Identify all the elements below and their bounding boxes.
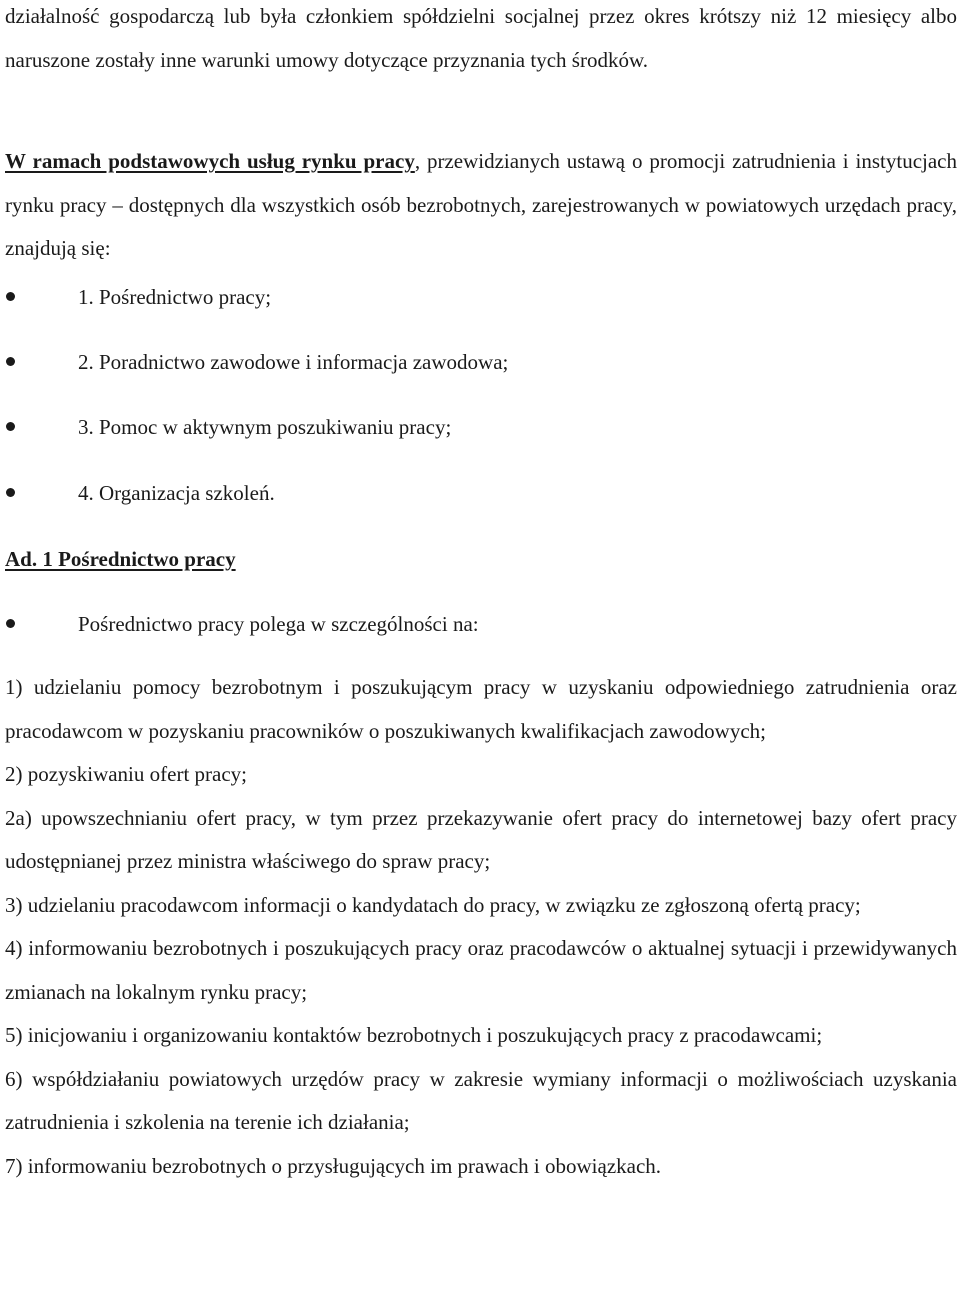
bullet-icon bbox=[6, 422, 15, 431]
list-item: 2a) upowszechnianiu ofert pracy, w tym przez przekazywanie ofert pracy do internetowej bazy ofert pracy udostępnianej przez ministra właściwego do spraw pracy; bbox=[5, 805, 957, 873]
basic-services-text: , przewidzianych ustawą o promocji zatrudnienia i instytucjach rynku pracy – dostępnych dla wszystkich osób bezrobotnych, zarejestrowanych w powiatowych urzędach pracy, znajdują się: bbox=[5, 149, 957, 260]
list-item: 3) udzielaniu pracodawcom informacji o kandydatach do pracy, w związku ze zgłoszoną ofertą pracy; bbox=[5, 892, 861, 917]
list-item-text: 1. Pośrednictwo pracy; bbox=[78, 285, 272, 309]
list-item-text: 3. Pomoc w aktywnym poszukiwaniu pracy; bbox=[78, 415, 452, 439]
intro-paragraph: działalność gospodarczą lub była członkiem spółdzielni socjalnej przez okres krótszy niż 12 miesięcy albo naruszone zostały inne warunki umowy dotyczące przyznania tych środków. bbox=[5, 4, 957, 72]
list-item: 7) informowaniu bezrobotnych o przysługujących im prawach i obowiązkach. bbox=[5, 1153, 662, 1178]
section-heading bbox=[5, 542, 236, 576]
list-item-text: 4. Organizacja szkoleń. bbox=[78, 481, 275, 505]
basic-services-paragraph bbox=[5, 140, 957, 271]
list-item: 5) inicjowaniu i organizowaniu kontaktów bezrobotnych i poszukujących pracy z pracodawcami; bbox=[5, 1023, 823, 1047]
bullet-icon bbox=[6, 292, 15, 301]
bullet-icon bbox=[6, 357, 15, 366]
section-items bbox=[5, 666, 957, 1188]
section-intro-text: Pośrednictwo pracy polega w szczególności na: bbox=[78, 612, 479, 636]
section-heading-text: Ad. 1 Pośrednictwo pracy bbox=[5, 547, 236, 571]
list-item-text: 2. Poradnictwo zawodowe i informacja zawodowa; bbox=[78, 350, 509, 374]
list-item: 1) udzielaniu pomocy bezrobotnym i poszukującym pracy w uzyskaniu odpowiedniego zatrudnienia oraz pracodawcom w pozyskaniu pracowników o poszukiwanych kwalifikacjach zawodowych; bbox=[5, 675, 957, 743]
bullet-icon bbox=[6, 488, 15, 497]
list-item: 2) pozyskiwaniu ofert pracy; bbox=[5, 762, 248, 786]
list-item: 4) informowaniu bezrobotnych i poszukujących pracy oraz pracodawców o aktualnej sytuacji i przewidywanych zmianach na lokalnym rynku pracy; bbox=[5, 936, 957, 1004]
list-item: 6) współdziałaniu powiatowych urzędów pracy w zakresie wymiany informacji o możliwościach uzyskania zatrudnienia i szkolenia na terenie ich działania; bbox=[5, 1066, 957, 1134]
bullet-icon bbox=[6, 619, 15, 628]
basic-services-heading: W ramach podstawowych usług rynku pracy bbox=[5, 149, 415, 173]
